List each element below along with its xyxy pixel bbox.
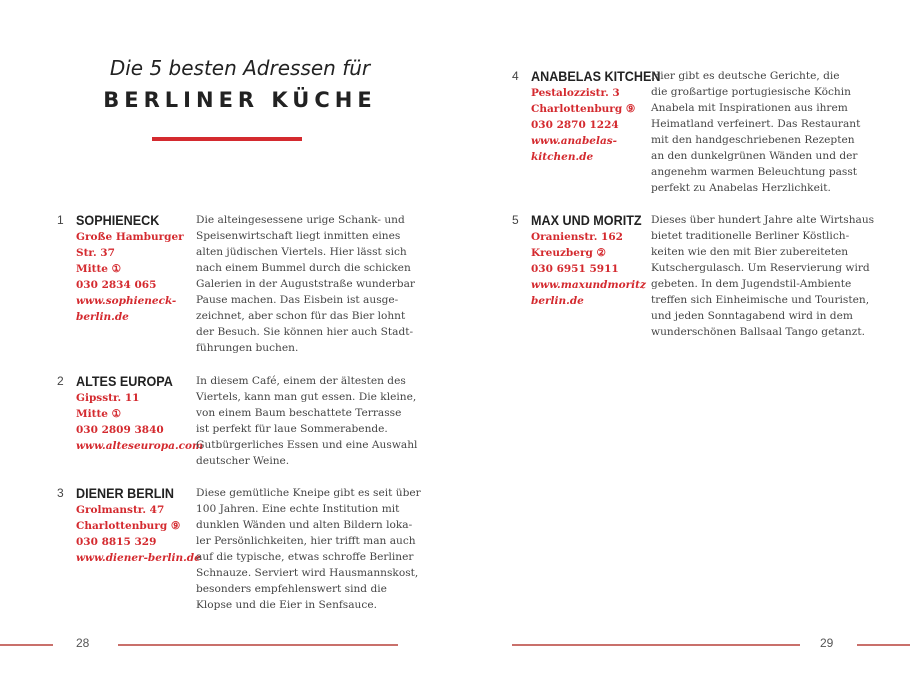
entry-address-line: Große Hamburger	[76, 231, 184, 243]
description-line: Gutbürgerliches Essen und eine Auswahl	[196, 439, 418, 451]
description-line: Anabela mit Inspirationen aus ihrem	[651, 102, 848, 114]
entry-url[interactable]: www.anabelas-	[531, 135, 618, 147]
footer-rule-right-outer	[857, 644, 910, 646]
description-line: Die alteingesessene urige Schank- und	[196, 214, 405, 226]
entry-address-line: 030 8815 329	[76, 536, 157, 548]
description-line: Pause machen. Das Eisbein ist ausge-	[196, 294, 399, 306]
entry-url[interactable]: berlin.de	[76, 311, 129, 323]
description-line: dunklen Wänden und alten Bildern loka-	[196, 519, 413, 531]
description-line: und jeden Sonntagabend wird in dem	[651, 310, 853, 322]
entry-description	[651, 212, 875, 340]
description-line: perfekt zu Anabelas Herzlichkeit.	[651, 182, 831, 194]
entry-number: 1	[57, 213, 64, 227]
description-line: Viertels, kann man gut essen. Die kleine,	[196, 391, 417, 403]
description-line: gebeten. In dem Jugendstil-Ambiente	[651, 278, 852, 290]
entry-url[interactable]: www.maxundmoritz	[531, 279, 646, 291]
footer-rule-right-inner	[512, 644, 800, 646]
page-number-right: 29	[820, 636, 834, 650]
heading-line1: Die 5 besten Adressen für	[109, 56, 371, 80]
description-line: Hier gibt es deutsche Gerichte, die	[651, 70, 840, 82]
description-line: treffen sich Einheimische und Touristen,	[651, 294, 870, 306]
description-line: angenehm warmen Beleuchtung passt	[651, 166, 858, 178]
description-line: mit den handgeschriebenen Rezepten	[651, 134, 855, 146]
entry-number: 5	[512, 213, 519, 227]
entry-address-line: Oranienstr. 162	[531, 231, 623, 243]
entry-description	[196, 485, 421, 613]
entry-address-line: Charlottenburg ⑨	[531, 103, 636, 115]
page-number-left: 28	[76, 636, 90, 650]
description-line: In diesem Café, einem der ältesten des	[196, 375, 406, 387]
description-line: alten jüdischen Viertels. Hier lässt sich	[196, 246, 407, 258]
entry-address-line: Charlottenburg ⑨	[76, 520, 181, 532]
entry-address-line: Mitte ①	[76, 408, 122, 420]
description-line: wunderschönen Ballsaal Tango getanzt.	[651, 326, 865, 338]
entry-address-line: Str. 37	[76, 247, 115, 259]
footer-rule-left-inner	[118, 644, 398, 646]
entry-name: SOPHIENECK	[76, 212, 160, 228]
heading-line2: BERLINER KÜCHE	[103, 88, 377, 112]
heading-divider	[152, 137, 302, 141]
description-line: ist perfekt für laue Sommerabende.	[196, 423, 388, 435]
entry-description	[196, 373, 418, 469]
description-line: bietet traditionelle Berliner Köstlich-	[651, 230, 850, 242]
description-line: Schnauze. Serviert wird Hausmannskost,	[196, 567, 419, 579]
entry-name: ANABELAS KITCHEN	[531, 68, 661, 84]
entry-name: MAX UND MORITZ	[531, 212, 642, 228]
description-line: ler Persönlichkeiten, hier trifft man auch	[196, 535, 416, 547]
description-line: auf die typische, etwas schroffe Berliner	[196, 551, 414, 563]
description-line: Heimatland verfeinert. Das Restaurant	[651, 118, 861, 130]
description-line: besonders empfehlenswert sind die	[196, 583, 387, 595]
description-line: keiten wie den mit Bier zubereiteten	[651, 246, 849, 258]
description-line: Diese gemütliche Kneipe gibt es seit über	[196, 487, 421, 499]
entry-address-line: 030 2809 3840	[76, 424, 164, 436]
entry-address-line: Kreuzberg ②	[531, 247, 606, 259]
description-line: deutscher Weine.	[196, 455, 290, 467]
entry-address-line: Grolmanstr. 47	[76, 504, 165, 516]
description-line: Dieses über hundert Jahre alte Wirtshaus	[651, 214, 875, 226]
entry-url[interactable]: www.alteseuropa.com	[76, 440, 204, 452]
entry-url[interactable]: www.sophieneck-	[76, 295, 177, 307]
description-line: Kutschergulasch. Um Reservierung wird	[651, 262, 870, 274]
description-line: Speisenwirtschaft liegt inmitten eines	[196, 230, 401, 242]
entry-url[interactable]: kitchen.de	[531, 151, 594, 163]
entry-url[interactable]: berlin.de	[531, 295, 584, 307]
entry-description	[651, 68, 866, 196]
description-line: die großartige portugiesische Köchin	[651, 86, 851, 98]
entry-number: 2	[57, 374, 64, 388]
description-line: nach einem Bummel durch die schicken	[196, 262, 411, 274]
description-line: Galerien in der Auguststraße wunderbar	[196, 278, 415, 290]
description-line: der Besuch. Sie können hier auch Stadt-	[196, 326, 414, 338]
entry-name: DIENER BERLIN	[76, 485, 175, 501]
entry-address-line: Gipsstr. 11	[76, 392, 140, 404]
entry-address-line: 030 2834 065	[76, 279, 157, 291]
entry-address-line: 030 2870 1224	[531, 119, 619, 131]
entry-address-line: Mitte ①	[76, 263, 122, 275]
entry-number: 4	[512, 69, 519, 83]
entry-address-line: 030 6951 5911	[531, 263, 619, 275]
description-line: 100 Jahren. Eine echte Institution mit	[196, 503, 400, 515]
entry-number: 3	[57, 486, 64, 500]
description-line: von einem Baum beschattete Terrasse	[196, 407, 402, 419]
entry-name: ALTES EUROPA	[76, 373, 173, 389]
footer-rule-left-outer	[0, 644, 53, 646]
description-line: Klopse und die Eier in Senfsauce.	[196, 599, 377, 611]
entry-description	[196, 212, 415, 356]
description-line: an den dunkelgrünen Wänden und der	[651, 150, 858, 162]
entry-address-line: Pestalozzistr. 3	[531, 87, 620, 99]
entry-url[interactable]: www.diener-berlin.de	[76, 552, 201, 564]
description-line: zeichnet, aber schon für das Bier lohnt	[196, 310, 406, 322]
description-line: führungen buchen.	[196, 342, 299, 354]
